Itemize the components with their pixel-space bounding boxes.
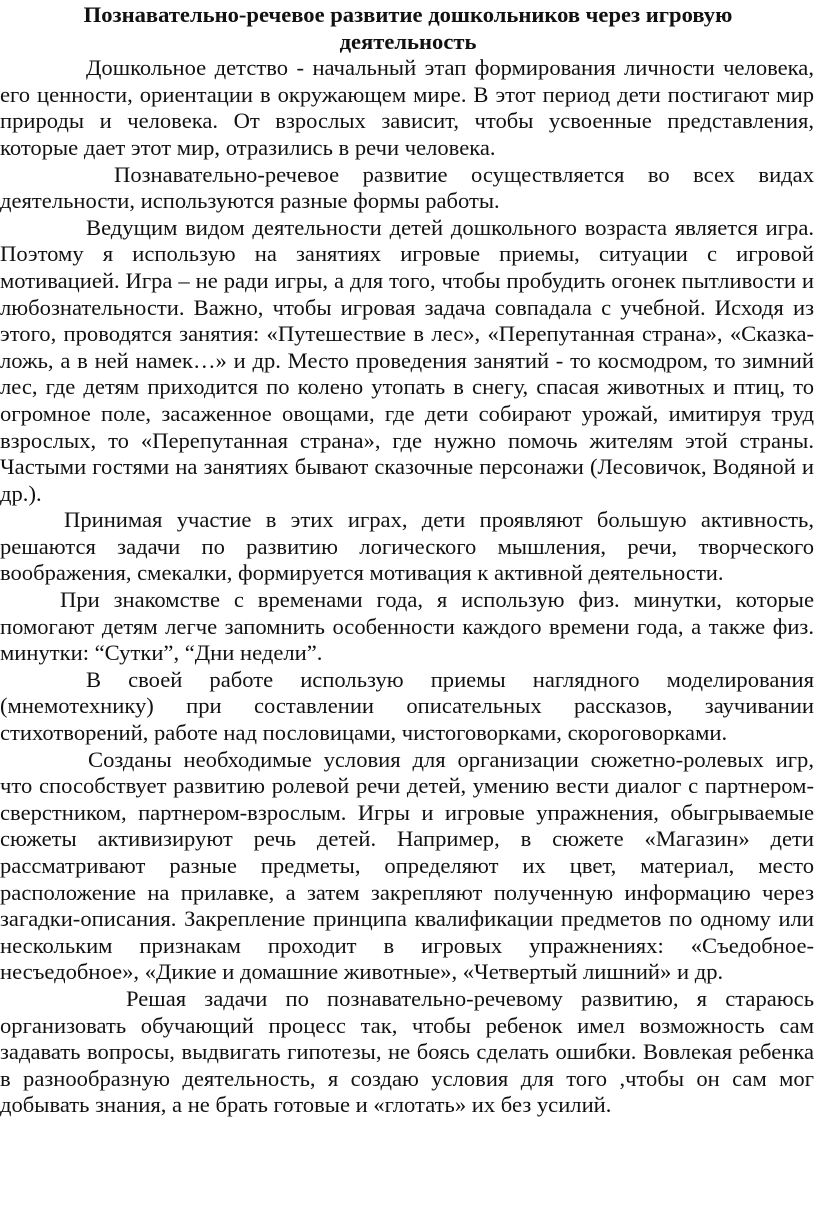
paragraph-8: Решая задачи по познавательно-речевому развитию, я стараюсь организовать обучающий процесс так, чтобы ребенок имел возможность сам задавать вопросы, выдвигать гипотезы, не боясь сделать ошибки. Вовлекая ребенка в разнообразную деятельность, я создаю условия для того ,чтобы он сам мог добывать знания, а не брать готовые и «глотать» их без усилий. <box>0 985 814 1118</box>
paragraph-7: Созданы необходимые условия для организации сюжетно-ролевых игр, что способствует развитию ролевой речи детей, умению вести диалог с партнером-сверстником, партнером-взрослым. Игры и игровые упражнения, обыгрываемые сюжеты активизируют речь детей. Например, в сюжете «Магазин» дети рассматривают разные предметы, определяют их цвет, материал, место расположение на прилавке, а затем закрепляют полученную информацию через загадки-описания. Закрепление принципа квалификации предметов по одному или нескольким признакам проходит в игровых упражнениях: «Съедобное-несъедобное», «Дикие и домашние животные», «Четвертый лишний» и др. <box>0 746 814 985</box>
paragraph-3: Ведущим видом деятельности детей дошкольного возраста является игра. Поэтому я использую на занятиях игровые приемы, ситуации с игровой мотивацией. Игра – не ради игры, а для того, чтобы пробудить огонек пытливости и любознательности. Важно, чтобы игровая задача совпадала с учебной. Исходя из этого, проводятся занятия: «Путешествие в лес», «Перепутанная страна», «Сказка-ложь, а в ней намек…» и др. Место проведения занятий - то космодром, то зимний лес, где детям приходится по колено утопать в снегу, спасая животных и птиц, то огромное поле, засаженное овощами, где дети собирают урожай, имитируя труд взрослых, то «Перепутанная страна», где нужно помочь жителям этой страны. Частыми гостями на занятиях бывают сказочные персонажи (Лесовичок, Водяной и др.). <box>0 214 814 506</box>
paragraph-5: При знакомстве с временами года, я использую физ. минутки, которые помогают детям легче запомнить особенности каждого времени года, а также физ. минутки: “Сутки”, “Дни недели”. <box>0 587 814 666</box>
paragraph-4: Принимая участие в этих играх, дети проявляют большую активность, решаются задачи по развитию логического мышления, речи, творческого воображения, смекалки, формируется мотивация к активной деятельности. <box>0 507 814 586</box>
paragraph-1: Дошкольное детство - начальный этап формирования личности человека, его ценности, ориентации в окружающем мире. В этот период дети постигают мир природы и человека. От взрослых зависит, чтобы усвоенные представления, которые дает этот мир, отразились в речи человека. <box>0 55 814 160</box>
paragraph-6: В своей работе использую приемы наглядного моделирования (мнемотехнику) при составлении описательных рассказов, заучивании стихотворений, работе над пословицами, чистоговорками, скороговорками. <box>0 666 814 746</box>
paragraph-2: Познавательно-речевое развитие осуществляется во всех видах деятельности, используются разные формы работы. <box>0 161 814 214</box>
document-title: Познавательно-речевое развитие дошкольников через игровую деятельность <box>83 2 733 54</box>
